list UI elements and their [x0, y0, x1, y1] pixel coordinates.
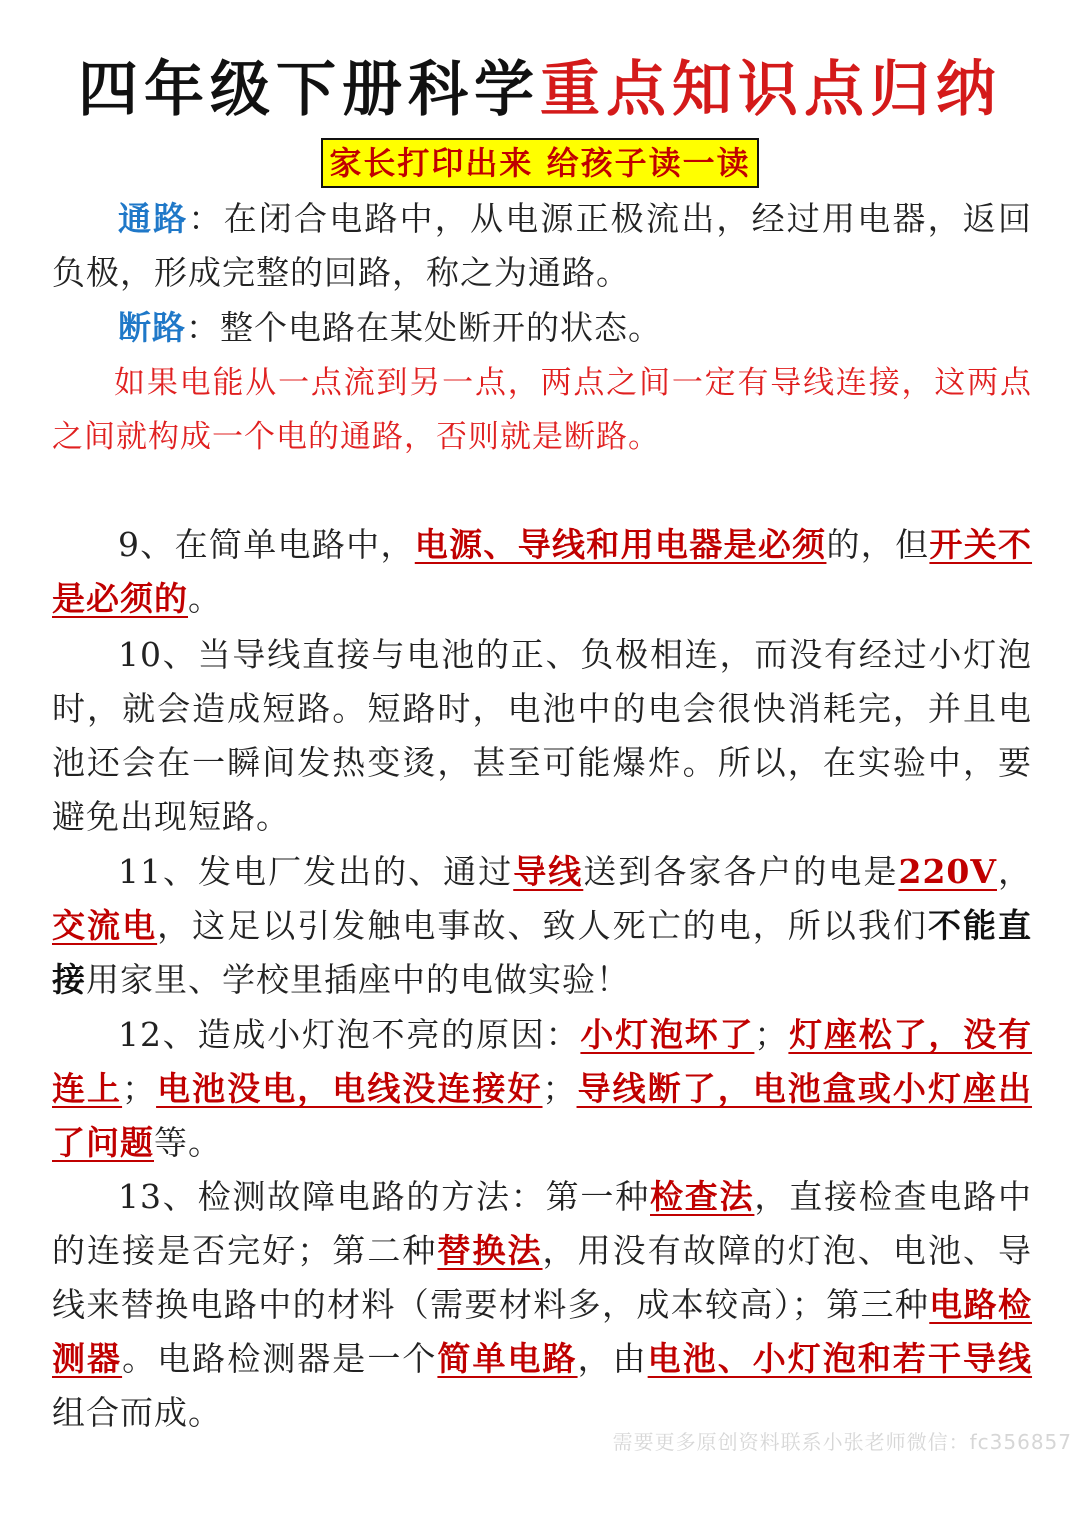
item-11-text: ，这足以引发触电事故、致人死亡的电，所以我们 [157, 906, 928, 945]
watermark-text: 需要更多原创资料联系小张老师微信：fc356857 [612, 1430, 1072, 1454]
term-closed-circuit: 通路 [118, 199, 189, 238]
title-black: 四年级下册科学 [78, 55, 540, 125]
item-12-text: ； [754, 1015, 789, 1054]
item-11-text: 送到各家各户的电是 [583, 852, 899, 891]
item-13-highlight: 替换法 [437, 1231, 543, 1270]
item-13-highlight: 检查法 [650, 1177, 755, 1216]
item-12-text: ； [122, 1069, 157, 1108]
item-13 [52, 1170, 1032, 1440]
item-11-highlight: 导线 [513, 852, 584, 891]
item-13-text: ，直接检查电路中的连接是否完好；第二种 [52, 1177, 1033, 1270]
item-11-highlight: 220V [898, 852, 997, 891]
item-10: 10、当导线直接与电池的正、负极相连，而没有经过小灯泡时，就会造成短路。短路时，电池中的电会很快消耗完，并且电池还会在一瞬间发热变烫，甚至可能爆炸。所以，在实验中，要避免出现短路。 [52, 635, 1032, 836]
item-9-highlight: 电源、导线和用电器是必须 [414, 525, 827, 564]
page-title [0, 50, 1080, 130]
item-9-text: 9、在简单电路中， [118, 525, 415, 564]
item-13-highlight: 电池、小灯泡和若干导线 [647, 1339, 1033, 1378]
item-12-text: 12、造成小灯泡不亮的原因： [118, 1015, 581, 1054]
term-open-circuit: 断路 [118, 308, 186, 347]
item-12 [52, 1008, 1032, 1170]
item-12-highlight: 导线断了，电池盒或小灯座出了问题 [52, 1069, 1033, 1162]
item-13-text: ，由 [577, 1339, 648, 1378]
item-11-highlight: 交流电 [52, 906, 158, 945]
item-12-highlight: 小灯泡坏了 [580, 1015, 755, 1054]
item-13-text: 13、检测故障电路的方法：第一种 [118, 1177, 650, 1216]
item-13-highlight: 简单电路 [437, 1339, 578, 1378]
item-11-text: 用家里、学校里插座中的电做实验！ [86, 960, 630, 999]
item-11-text: 11、发电厂发出的、通过 [118, 852, 514, 891]
item-12-highlight: 电池没电，电线没连接好 [156, 1069, 543, 1108]
definition-open-text: ：整个电路在某处断开的状态。 [186, 308, 662, 347]
subtitle-banner: 家长打印出来 给孩子读一读 [321, 138, 758, 188]
circuit-note: 如果电能从一点流到另一点，两点之间一定有导线连接，这两点之间就构成一个电的通路，否则就是断路。 [52, 365, 1032, 455]
item-9 [52, 518, 1032, 626]
title-red: 重点知识点归纳 [540, 55, 1002, 125]
definition-closed-text: ：在闭合电路中，从电源正极流出，经过用电器，返回负极，形成完整的回路，称之为通路。 [52, 199, 1033, 292]
subtitle-wrap [0, 138, 1080, 188]
definition-open-circuit [52, 301, 1032, 355]
item-11-text: ， [996, 852, 1033, 891]
item-13-text: ，用没有故障的灯泡、电池、导线来替换电路中的材料（需要材料多，成本较高）；第三种 [52, 1231, 1033, 1324]
item-13-highlight: 电路检测器 [52, 1285, 1032, 1378]
item-9-highlight: 开关不是必须的 [52, 525, 1033, 618]
item-11-bold: 不能直接 [52, 906, 1033, 999]
item-12-text: ； [542, 1069, 577, 1108]
definition-closed-circuit [52, 192, 1032, 300]
item-13-text: 。电路检测器是一个 [122, 1339, 438, 1378]
item-13-text: 组合而成。 [52, 1393, 222, 1432]
item-12-highlight: 灯座松了，没有连上 [52, 1015, 1033, 1108]
item-9-text: 的，但 [826, 525, 930, 564]
item-9-text: 。 [188, 579, 222, 618]
item-12-text: 等。 [154, 1123, 222, 1162]
item-11 [52, 845, 1032, 1007]
